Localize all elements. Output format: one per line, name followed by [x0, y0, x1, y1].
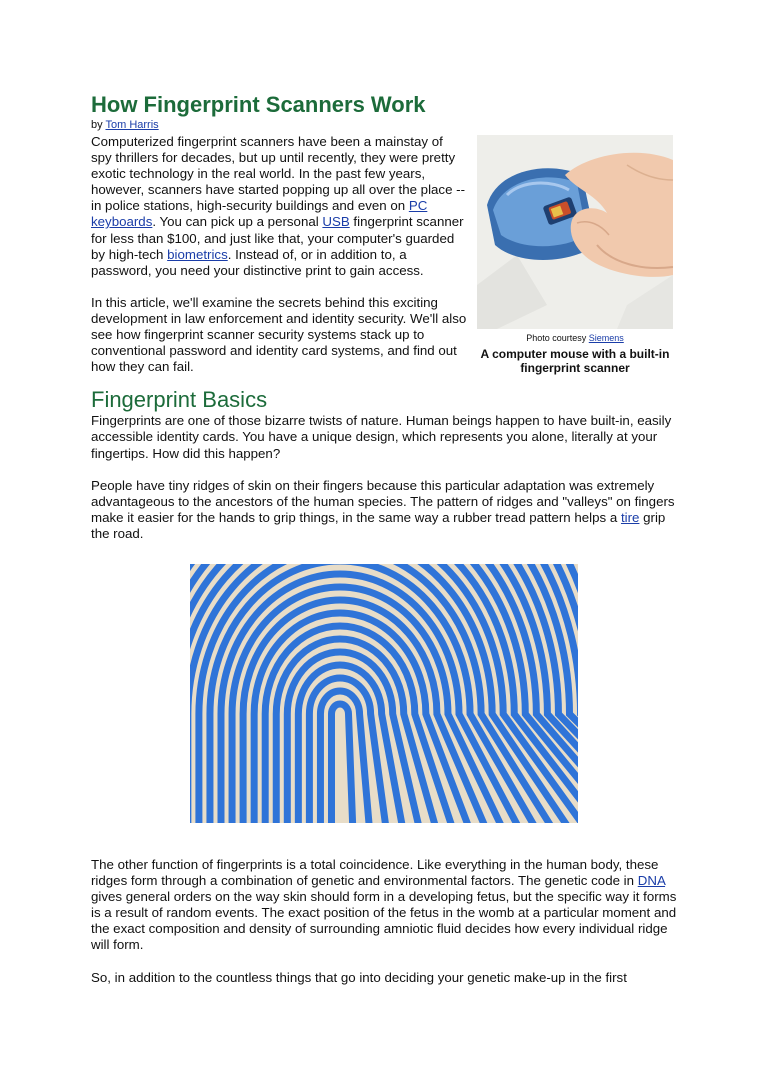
after-paragraph-2: So, in addition to the countless things that go into deciding your genetic make-up in the first	[91, 969, 627, 985]
intro-paragraph-1	[91, 134, 467, 279]
section-heading: Fingerprint Basics	[91, 387, 268, 413]
intro-text: . Instead of, or in addition to, a password, you need your distinctive print to gain access.	[91, 246, 424, 278]
byline-prefix: by	[91, 119, 106, 131]
photo-caption: A computer mouse with a built-in fingerprint scanner	[480, 347, 670, 375]
fingerprint-mouse-icon	[477, 135, 673, 329]
basics-paragraph-1: Fingerprints are one of those bizarre twists of nature. Human beings happen to have built-in, easily accessible identity cards. You have a unique design, which represents you alone, literally at your fingertips. How did this happen?	[91, 413, 672, 461]
after-section	[91, 857, 681, 986]
intro-paragraph-2: In this article, we'll examine the secrets behind this exciting development in law enforcement and identity security. We'll also see how fingerprint scanner security systems stack up to conventional password and identity card systems, and find out how they can fail.	[91, 294, 467, 375]
basics-section	[91, 387, 681, 542]
article	[91, 92, 681, 986]
mouse-photo	[477, 135, 673, 329]
basics-text: People have tiny ridges of skin on their fingers because this particular adaptation was extremely advantageous to the ancestors of the human species. The pattern of ridges and "valleys" on fingers make it easier for the hands to grip things, in the same way a rubber tread pattern helps a	[91, 477, 675, 525]
after-text: gives general orders on the way skin should form in a developing fetus, but the specific way it forms is a result of random events. The exact position of the fetus in the womb at a particular moment and the exact composition and density of surrounding amniotic fluid decides how every individual ridge will form.	[91, 889, 677, 953]
intro-section	[91, 134, 467, 375]
mouse-figure	[477, 135, 673, 375]
intro-text: fingerprint scanner for less than $100, and just like that, your computer's guarded by high-tech	[91, 214, 464, 262]
siemens-link[interactable]: Siemens	[588, 333, 624, 343]
author-link[interactable]: Tom Harris	[105, 119, 159, 131]
biometrics-link[interactable]: biometrics	[167, 246, 228, 262]
byline	[91, 118, 681, 132]
intro-text: . You can pick up a personal	[152, 214, 323, 230]
pc-keyboards-link[interactable]: PC keyboards	[91, 198, 428, 230]
intro-text: Computerized fingerprint scanners have been a mainstay of spy thrillers for decades, but up until recently, they were pretty exotic technology in the real world. In the past few years, however, scanners have started popping up all over the place -- in police stations, high-security buildings and even on	[91, 134, 466, 214]
basics-paragraph-2	[91, 478, 681, 542]
article-title: How Fingerprint Scanners Work	[91, 92, 426, 117]
fingerprint-image	[190, 564, 578, 823]
dna-link[interactable]: DNA	[637, 873, 666, 889]
fingerprint-icon	[190, 564, 578, 823]
after-text: The other function of fingerprints is a total coincidence. Like everything in the human body, these ridges form through a combination of genetic and environmental factors. The genetic code in	[91, 856, 659, 889]
tire-link[interactable]: tire	[620, 509, 640, 525]
credit-prefix: Photo courtesy	[526, 333, 589, 343]
after-paragraph-1	[91, 857, 681, 954]
basics-text: grip the road.	[91, 509, 666, 541]
photo-credit	[477, 333, 673, 344]
usb-link[interactable]: USB	[322, 214, 350, 230]
